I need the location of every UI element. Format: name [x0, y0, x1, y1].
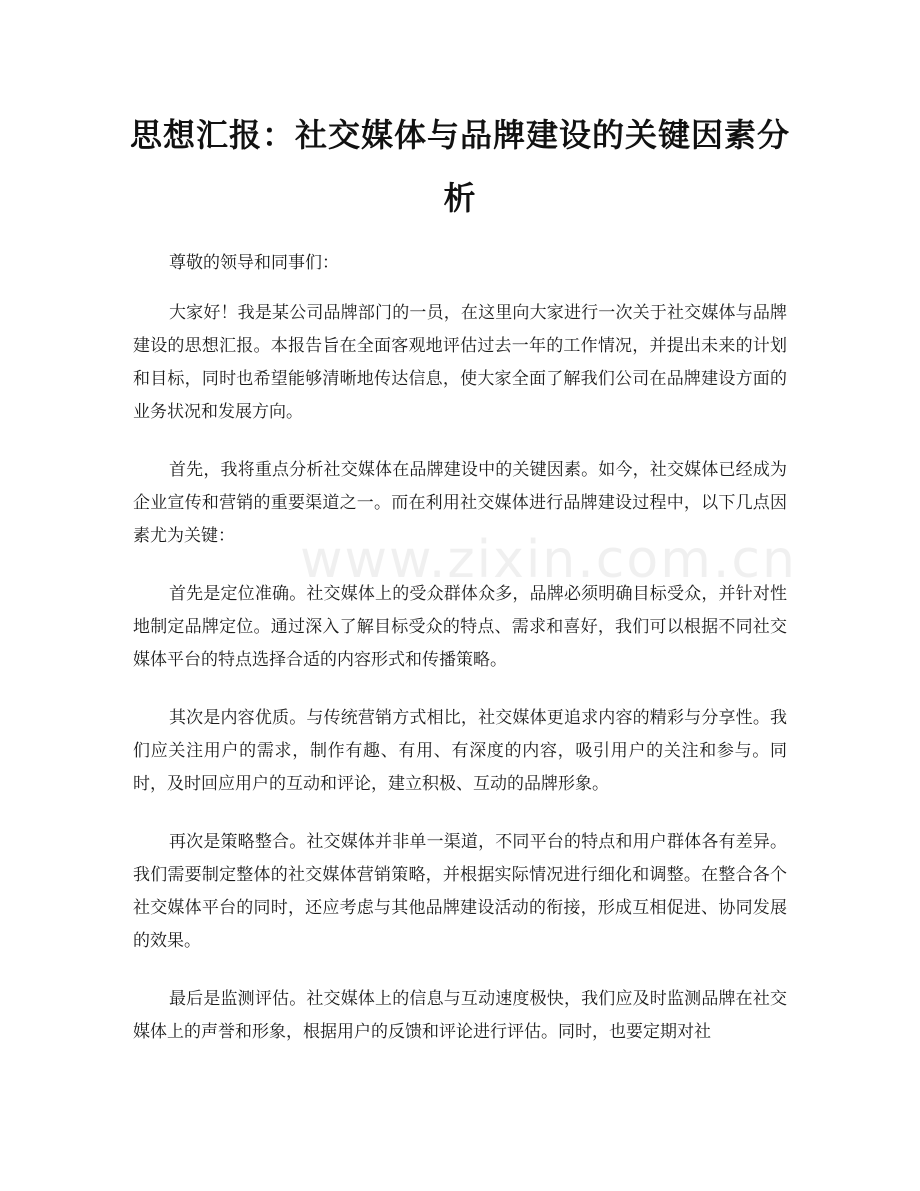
paragraph-intro: 大家好！我是某公司品牌部门的一员，在这里向大家进行一次关于社交媒体与品牌建设的思想汇报。本报告旨在全面客观地评估过去一年的工作情况，并提出未来的计划和目标，同时也希望能够清晰地传达信息，使大家全面了解我们公司在品牌建设方面的业务状况和发展方向。	[133, 303, 787, 422]
paragraph-strategy-integration: 再次是策略整合。社交媒体并非单一渠道，不同平台的特点和用户群体各有差异。我们需要制定整体的社交媒体营销策略，并根据实际情况进行细化和调整。在整合各个社交媒体平台的同时，还应考虑与其他品牌建设活动的衔接，形成互相促进、协同发展的效果。	[133, 832, 787, 951]
watermark: www.zixin.com.cn	[300, 530, 797, 590]
paragraph-content-quality: 其次是内容优质。与传统营销方式相比，社交媒体更追求内容的精彩与分享性。我们应关注用户的需求，制作有趣、有用、有深度的内容，吸引用户的关注和参与。同时，及时回应用户的互动和评论，建立积极、互动的品牌形象。	[133, 708, 787, 794]
document-body	[133, 247, 797, 1074]
document-title: 思想汇报：社交媒体与品牌建设的关键因素分析	[130, 116, 791, 217]
salutation: 尊敬的领导和同事们：	[169, 253, 339, 273]
paragraph-monitoring: 最后是监测评估。社交媒体上的信息与互动速度极快，我们应及时监测品牌在社交媒体上的声誉和形象，根据用户的反馈和评论进行评估。同时，也要定期对社	[133, 989, 787, 1042]
paragraph-key-factors: 首先，我将重点分析社交媒体在品牌建设中的关键因素。如今，社交媒体已经成为企业宣传和营销的重要渠道之一。而在利用社交媒体进行品牌建设过程中，以下几点因素尤为关键：	[133, 460, 787, 546]
paragraph-positioning: 首先是定位准确。社交媒体上的受众群体众多，品牌必须明确目标受众，并针对性地制定品牌定位。通过深入了解目标受众的特点、需求和喜好，我们可以根据不同社交媒体平台的特点选择合适的内容形式和传播策略。	[133, 584, 787, 670]
